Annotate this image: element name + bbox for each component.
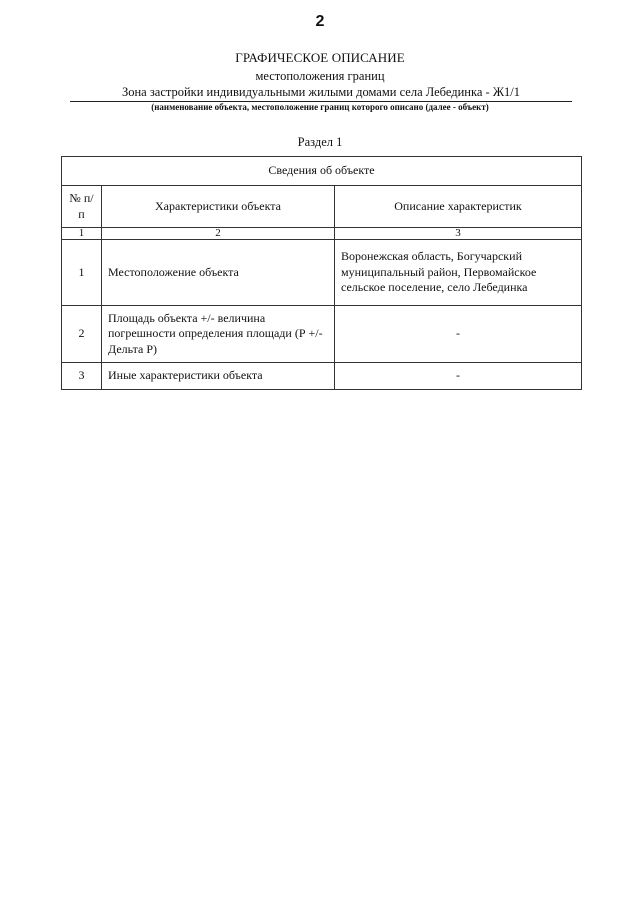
object-name: Зона застройки индивидуальными жилыми домами села Лебединка - Ж1/1 [70, 85, 572, 102]
document-title: ГРАФИЧЕСКОЕ ОПИСАНИЕ [235, 50, 405, 65]
column-number-cell: 1 [62, 228, 102, 240]
row-description: Воронежская область, Богучарский муниципальный район, Первомайское сельское поселение, село Лебединка [335, 240, 582, 306]
row-description: - [335, 306, 582, 363]
row-characteristic: Иные характеристики объекта [102, 363, 335, 390]
object-caption: (наименование объекта, местоположение границ которого описано (далее - объект) [151, 102, 489, 112]
row-description: - [335, 363, 582, 390]
document-subtitle: местоположения границ [255, 69, 385, 83]
page-number: 2 [315, 13, 325, 30]
column-header-characteristic: Характеристики объекта [102, 186, 335, 228]
column-header-number: № п/п [62, 186, 102, 228]
row-characteristic: Площадь объекта +/- величина погрешности определения площади (Р +/- Дельта Р) [102, 306, 335, 363]
table-column-number-row [62, 228, 582, 240]
section-title: Раздел 1 [297, 135, 343, 149]
table-row [62, 363, 582, 390]
table-column-header-row [62, 186, 582, 228]
row-number: 2 [62, 306, 102, 363]
object-info-table [61, 156, 582, 390]
table-row [62, 240, 582, 306]
column-number-cell: 2 [102, 228, 335, 240]
table-heading-row [62, 157, 582, 186]
row-number: 3 [62, 363, 102, 390]
row-characteristic: Местоположение объекта [102, 240, 335, 306]
table-row [62, 306, 582, 363]
column-header-description: Описание характеристик [335, 186, 582, 228]
column-number-cell: 3 [335, 228, 582, 240]
row-number: 1 [62, 240, 102, 306]
table-heading: Сведения об объекте [62, 157, 582, 186]
